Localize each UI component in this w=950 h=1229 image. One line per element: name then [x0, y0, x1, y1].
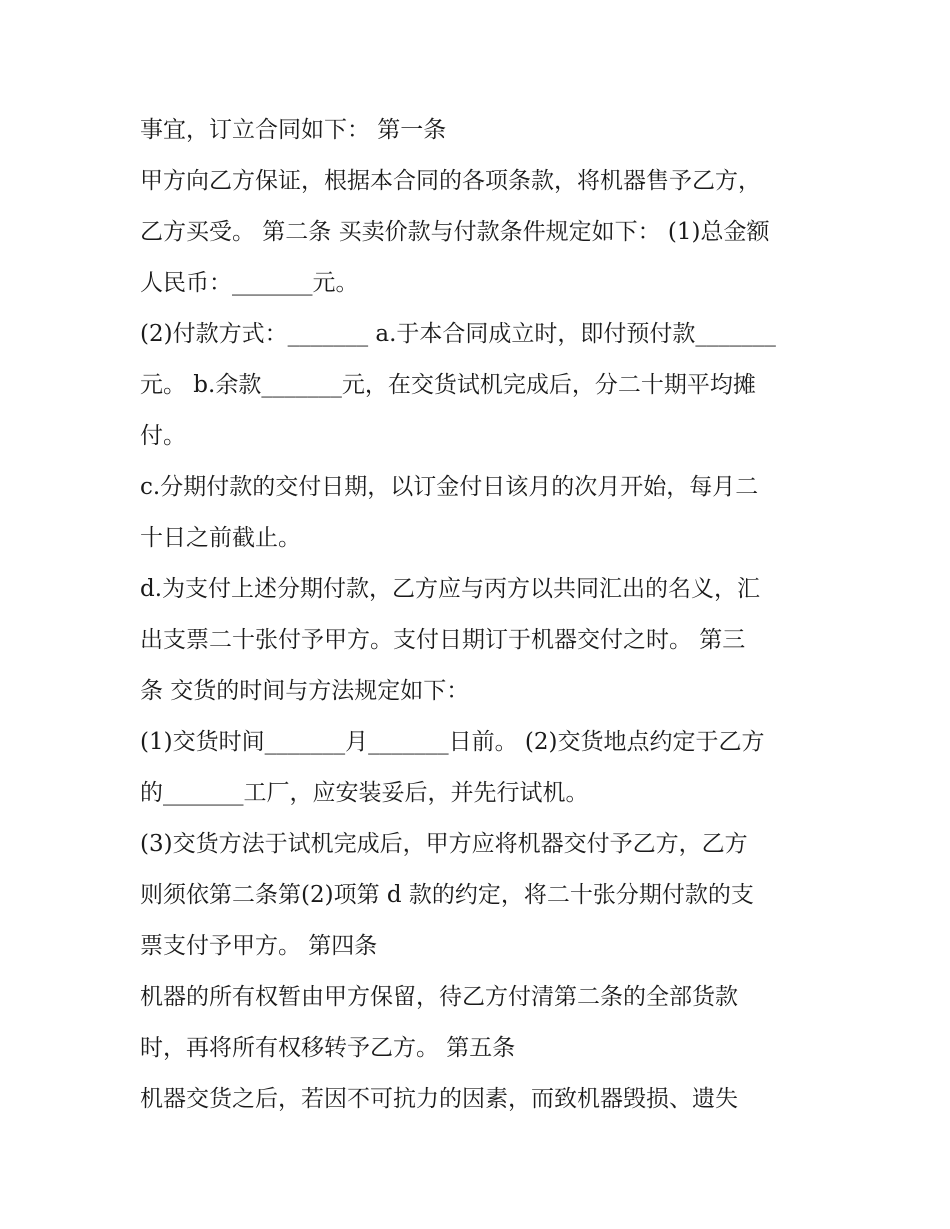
text-line: 出支票二十张付予甲方。支付日期订于机器交付之时。 第三	[140, 627, 746, 653]
text-line: 时，再将所有权移转予乙方。 第五条	[140, 1035, 516, 1061]
text-line: 付。	[140, 423, 186, 449]
text-line: 票支付予甲方。 第四条	[140, 933, 378, 959]
text-line: 的_______工厂，应安装妥后，并先行试机。	[140, 780, 589, 806]
text-line: c.分期付款的交付日期，以订金付日该月的次月开始，每月二	[140, 474, 759, 500]
text-line: 机器的所有权暂由甲方保留，待乙方付清第二条的全部货款	[140, 984, 738, 1010]
text-line: (3)交货方法于试机完成后，甲方应将机器交付予乙方，乙方	[140, 831, 748, 857]
text-line: 甲方向乙方保证，根据本合同的各项条款，将机器售予乙方，	[140, 168, 761, 194]
text-line: 人民币：_______元。	[140, 270, 359, 296]
text-line: (2)付款方式：_______ a.于本合同成立时，即付预付款_______	[140, 321, 776, 347]
text-line: 则须依第二条第(2)项第 d 款的约定，将二十张分期付款的支	[140, 882, 754, 908]
text-line: 事宜，订立合同如下： 第一条	[140, 117, 447, 143]
text-line: 机器交货之后，若因不可抗力的因素，而致机器毁损、遗失	[140, 1086, 738, 1112]
text-line: 乙方买受。 第二条 买卖价款与付款条件规定如下： (1)总金额	[140, 219, 770, 245]
text-line: (1)交货时间_______月_______日前。 (2)交货地点约定于乙方	[140, 729, 765, 755]
text-line: 条 交货的时间与方法规定如下：	[140, 678, 470, 704]
text-line: 元。 b.余款_______元，在交货试机完成后，分二十期平均摊	[140, 372, 756, 398]
text-line: 十日之前截止。	[140, 525, 301, 551]
text-line: d.为支付上述分期付款，乙方应与丙方以共同汇出的名义，汇	[140, 576, 761, 602]
document-body	[140, 105, 820, 1125]
